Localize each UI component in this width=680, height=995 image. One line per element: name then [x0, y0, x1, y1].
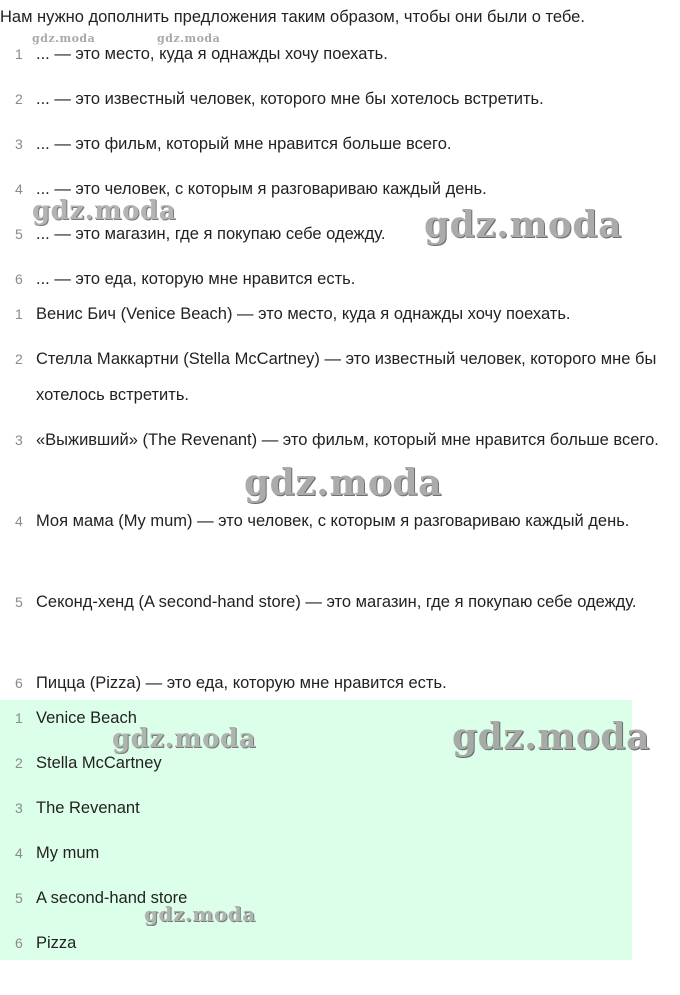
watermark: gdz.moda [32, 32, 96, 45]
item-number: 4 [15, 845, 23, 861]
item-text: ... — это место, куда я однажды хочу поехать. [36, 45, 388, 63]
item-number: 2 [15, 755, 23, 771]
item-text: ... — это магазин, где я покупаю себе одежду. [36, 225, 386, 243]
answer-item [0, 880, 672, 916]
answer-item [0, 925, 672, 961]
item-text: The Revenant [36, 799, 140, 817]
item-text: Venice Beach [36, 709, 137, 727]
item-number: 4 [15, 181, 23, 197]
item-number: 5 [15, 890, 23, 906]
watermark: gdz.moda [452, 716, 650, 758]
item-text: Стелла Маккартни (Stella McCartney) — это известный человек, которого мне бы хотелось встретить. [36, 350, 657, 404]
item-number: 4 [15, 513, 23, 529]
item-text: «Выживший» (The Revenant) — это фильм, который мне нравится больше всего. [36, 431, 659, 449]
filled-item [0, 503, 672, 539]
answer-item [0, 835, 672, 871]
item-number: 1 [15, 710, 23, 726]
item-text: ... — это еда, которую мне нравится есть. [36, 270, 356, 288]
task-item [0, 81, 672, 117]
item-number: 3 [15, 800, 23, 816]
item-number: 3 [15, 432, 23, 448]
item-text: ... — это фильм, который мне нравится больше всего. [36, 135, 452, 153]
item-text: A second-hand store [36, 889, 188, 907]
filled-item [0, 422, 672, 458]
watermark: gdz.moda [157, 32, 221, 45]
item-number: 6 [15, 935, 23, 951]
watermark: gdz.moda [112, 724, 257, 754]
watermark: gdz.moda [424, 204, 622, 246]
item-text: Моя мама (My mum) — это человек, с которым я разговариваю каждый день. [36, 512, 630, 530]
task-item [0, 261, 672, 297]
item-text: ... — это известный человек, которого мне бы хотелось встретить. [36, 90, 544, 108]
item-number: 3 [15, 136, 23, 152]
item-text: Pizza [36, 934, 77, 952]
watermark: gdz.moda [244, 462, 442, 504]
watermark: gdz.moda [144, 902, 256, 926]
item-number: 5 [15, 226, 23, 242]
watermark: gdz.moda [32, 196, 177, 226]
item-text: Венис Бич (Venice Beach) — это место, куда я однажды хочу поехать. [36, 305, 571, 323]
intro-text: Нам нужно дополнить предложения таким образом, чтобы они были о тебе. [0, 8, 585, 26]
item-number: 6 [15, 271, 23, 287]
filled-item [0, 341, 672, 413]
filled-item [0, 584, 672, 620]
item-text: ... — это человек, с которым я разговариваю каждый день. [36, 180, 487, 198]
answer-item [0, 790, 672, 826]
item-number: 1 [15, 46, 23, 62]
item-text: Секонд-хенд (A second-hand store) — это магазин, где я покупаю себе одежду. [36, 593, 637, 611]
item-text: My mum [36, 844, 100, 862]
item-number: 2 [15, 91, 23, 107]
item-number: 5 [15, 594, 23, 610]
filled-item [0, 296, 672, 332]
task-item [0, 36, 672, 72]
item-text: Пицца (Pizza) — это еда, которую мне нравится есть. [36, 674, 447, 692]
filled-item [0, 665, 672, 701]
item-number: 6 [15, 675, 23, 691]
item-number: 2 [15, 351, 23, 367]
item-text: Stella McCartney [36, 754, 162, 772]
item-number: 1 [15, 306, 23, 322]
task-item [0, 126, 672, 162]
